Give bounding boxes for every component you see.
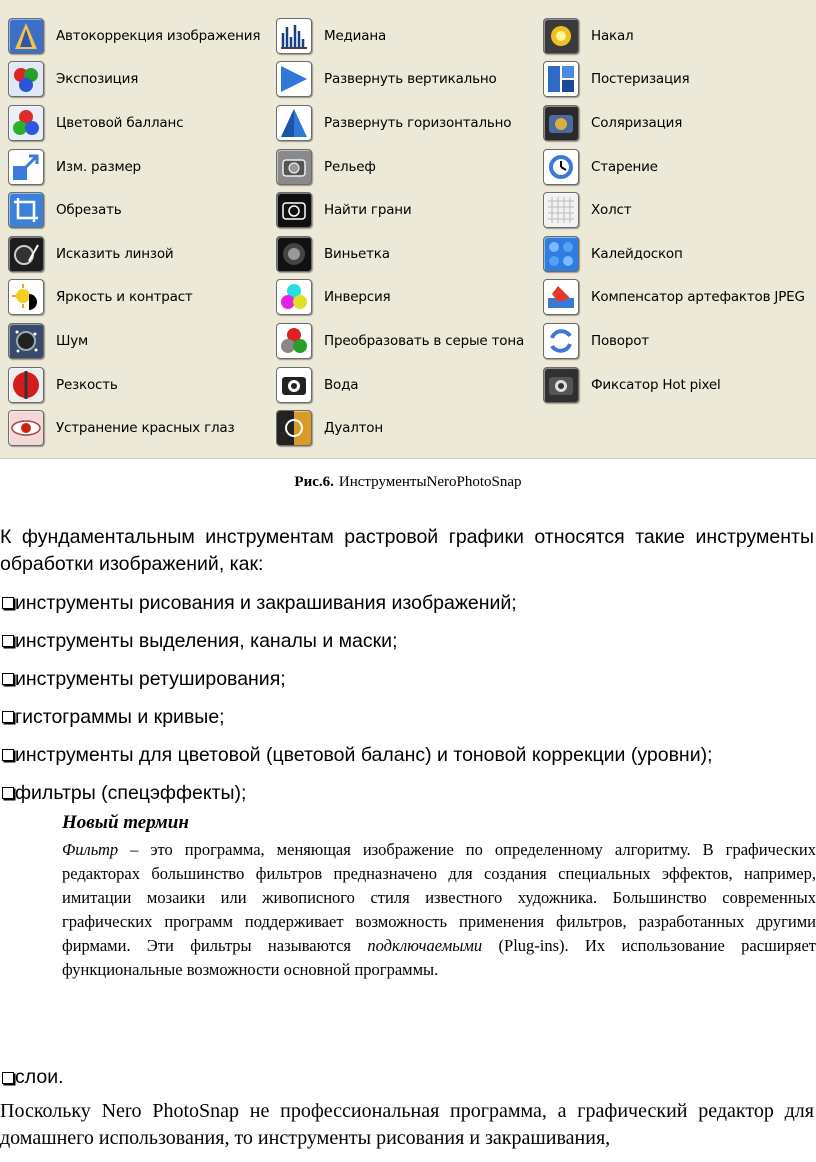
bullet-item — [0, 698, 816, 736]
figure-caption — [0, 474, 816, 491]
tool-item-glow[interactable] — [543, 14, 805, 58]
tool-column-2 — [276, 14, 524, 450]
tool-label: Развернуть вертикально — [324, 71, 497, 88]
caption-text: ИнструментыNeroPhotoSnap — [338, 474, 522, 490]
tool-label: Холст — [591, 202, 632, 219]
grayscale-icon — [276, 323, 312, 359]
hot-pixel-icon — [543, 367, 579, 403]
checkbox-bullet-icon — [2, 635, 14, 647]
tool-label: Дуалтон — [324, 420, 383, 437]
tool-label: Рельеф — [324, 158, 376, 175]
tool-item-red-eye[interactable] — [8, 406, 260, 450]
median-icon — [276, 18, 312, 54]
water-icon — [276, 367, 312, 403]
new-term-definition — [62, 838, 816, 982]
tool-item-vignette[interactable] — [276, 232, 524, 276]
tool-item-kaleidoscope[interactable] — [543, 232, 805, 276]
noise-icon — [8, 323, 44, 359]
tool-label: Постеризация — [591, 71, 690, 88]
bullet-item-layers — [0, 1066, 64, 1089]
brightness-contrast-icon — [8, 279, 44, 315]
bullet-text: инструменты для цветовой (цветовой баланс) и тоновой коррекции (уровни); — [15, 743, 713, 766]
lens-distort-icon — [8, 236, 44, 272]
tool-item-median[interactable] — [276, 14, 524, 58]
bullet-text: слои. — [15, 1066, 64, 1088]
tool-item-canvas[interactable] — [543, 188, 805, 232]
sharpness-icon — [8, 367, 44, 403]
tool-item-aging[interactable] — [543, 145, 805, 189]
bullet-text: гистограммы и кривые; — [15, 705, 225, 728]
color-balance-icon — [8, 105, 44, 141]
solarize-icon — [543, 105, 579, 141]
tool-label: Развернуть горизонтально — [324, 114, 512, 131]
tool-label: Устранение красных глаз — [56, 420, 235, 437]
tool-item-posterize[interactable] — [543, 58, 805, 102]
new-term-box — [62, 812, 816, 982]
tool-item-find-edges[interactable] — [276, 188, 524, 232]
tool-item-autocorrect[interactable] — [8, 14, 260, 58]
bullet-item — [0, 622, 816, 660]
bullet-item — [0, 774, 816, 812]
tool-item-flip-horizontal[interactable] — [276, 101, 524, 145]
tool-label: Вода — [324, 376, 359, 393]
bullet-item — [0, 584, 816, 622]
tool-label: Фиксатор Hot pixel — [591, 376, 721, 393]
checkbox-bullet-icon — [2, 1072, 14, 1084]
canvas-icon — [543, 192, 579, 228]
tool-item-exposure[interactable] — [8, 58, 260, 102]
rotate-icon — [543, 323, 579, 359]
tool-label: Поворот — [591, 332, 649, 349]
tool-label: Инверсия — [324, 289, 391, 306]
tool-item-rotate[interactable] — [543, 319, 805, 363]
term-text-b: (Plug-ins). Их использование расширяет функциональные возможности основной программы. — [62, 936, 816, 979]
resize-icon — [8, 149, 44, 185]
duotone-icon — [276, 410, 312, 446]
aging-icon — [543, 149, 579, 185]
bullet-list — [0, 584, 816, 812]
tool-label: Изм. размер — [56, 158, 141, 175]
tool-item-water[interactable] — [276, 363, 524, 407]
bullet-item — [0, 660, 816, 698]
bullet-text: инструменты ретуширования; — [15, 667, 286, 690]
checkbox-bullet-icon — [2, 787, 14, 799]
tool-item-grayscale[interactable] — [276, 319, 524, 363]
checkbox-bullet-icon — [2, 711, 14, 723]
kaleidoscope-icon — [543, 236, 579, 272]
tool-column-1 — [8, 14, 260, 450]
tool-label: Калейдоскоп — [591, 245, 683, 262]
tool-label: Резкость — [56, 376, 118, 393]
tool-label: Медиана — [324, 27, 387, 44]
tool-item-noise[interactable] — [8, 319, 260, 363]
tool-label: Экспозиция — [56, 71, 139, 88]
tool-item-lens-distort[interactable] — [8, 232, 260, 276]
tool-column-3 — [543, 14, 805, 406]
tool-label: Обрезать — [56, 202, 122, 219]
term-word: Фильтр — [62, 840, 119, 859]
tool-item-sharpness[interactable] — [8, 363, 260, 407]
bullet-text: инструменты рисования и закрашивания изображений; — [15, 591, 517, 614]
tool-label: Автокоррекция изображения — [56, 27, 261, 44]
emboss-icon — [276, 149, 312, 185]
tool-item-invert[interactable] — [276, 276, 524, 320]
posterize-icon — [543, 61, 579, 97]
jpeg-artifact-icon — [543, 279, 579, 315]
tool-label: Соляризация — [591, 114, 683, 131]
tool-item-brightness-contrast[interactable] — [8, 276, 260, 320]
caption-number: Рис.6. — [294, 474, 334, 490]
tool-label: Найти грани — [324, 202, 412, 219]
tool-palette-figure — [0, 0, 816, 459]
checkbox-bullet-icon — [2, 597, 14, 609]
tool-item-solarize[interactable] — [543, 101, 805, 145]
flip-vertical-icon — [276, 61, 312, 97]
exposure-icon — [8, 61, 44, 97]
find-edges-icon — [276, 192, 312, 228]
tool-label: Яркость и контраст — [56, 289, 193, 306]
tool-label: Цветовой балланс — [56, 114, 184, 131]
invert-icon — [276, 279, 312, 315]
closing-paragraph: Поскольку Nero PhotoSnap не профессиональная программа, а графический редактор для домашнего использования, то инструменты рисования и закрашивания, — [0, 1100, 814, 1149]
tool-label: Накал — [591, 27, 634, 44]
tool-item-jpeg-artifact[interactable] — [543, 276, 805, 320]
intro-paragraph: К фундаментальным инструментам растровой графики относятся такие инструменты обработки изображений, как: — [0, 526, 814, 575]
vignette-icon — [276, 236, 312, 272]
tool-label: Старение — [591, 158, 658, 175]
tool-label: Виньетка — [324, 245, 390, 262]
tool-item-emboss[interactable] — [276, 145, 524, 189]
bullet-text: инструменты выделения, каналы и маски; — [15, 629, 398, 652]
checkbox-bullet-icon — [2, 673, 14, 685]
term-text-a: – это программа, меняющая изображение по определенному алгоритму. В графических редакторах большинство фильтров предназначено для создания специальных эффектов, например, имитации мозаики или живописного стиля известного художника. Большинство современных графических программ поддерживает возможность применения фильтров, разработанных другими фирмами. Эти фильтры называются — [62, 840, 816, 955]
autocorrect-icon — [8, 18, 44, 54]
tool-item-resize[interactable] — [8, 145, 260, 189]
bullet-text: фильтры (спецэффекты); — [15, 781, 247, 804]
crop-icon — [8, 192, 44, 228]
tool-item-color-balance[interactable] — [8, 101, 260, 145]
tool-label: Исказить линзой — [56, 245, 174, 262]
red-eye-icon — [8, 410, 44, 446]
tool-label: Компенсатор артефактов JPEG — [591, 289, 805, 306]
new-term-title: Новый термин — [62, 812, 189, 833]
tool-item-crop[interactable] — [8, 188, 260, 232]
tool-item-flip-vertical[interactable] — [276, 58, 524, 102]
flip-horizontal-icon — [276, 105, 312, 141]
glow-icon — [543, 18, 579, 54]
tool-item-duotone[interactable] — [276, 406, 524, 450]
tool-label: Преобразовать в серые тона — [324, 332, 525, 349]
checkbox-bullet-icon — [2, 749, 14, 761]
tool-label: Шум — [56, 332, 89, 349]
tool-item-hot-pixel[interactable] — [543, 363, 805, 407]
bullet-item — [0, 736, 816, 774]
term-word-plugins: подключаемыми — [367, 936, 483, 955]
